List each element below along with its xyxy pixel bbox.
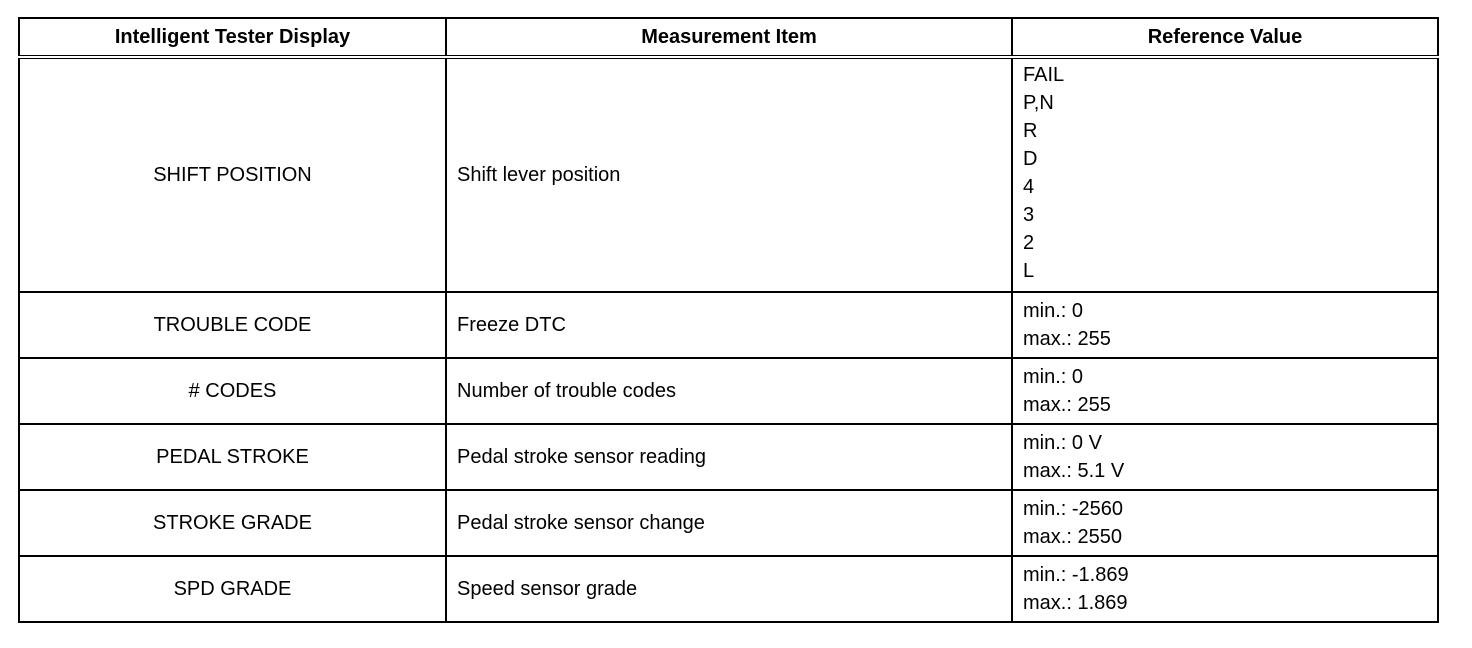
reference-value-line: 3 [1023,204,1035,226]
reference-value-cell [1012,490,1438,556]
reference-min-value: min.: 0 V [1023,432,1102,454]
measurement-item-cell: Shift lever position [446,57,1012,292]
header-row [19,18,1438,57]
reference-value-line: FAIL [1023,64,1065,86]
header-measurement-item: Measurement Item [446,18,1012,57]
reference-max-value: max.: 255 [1023,394,1111,416]
table-header [19,18,1438,57]
reference-value-cell [1012,57,1438,292]
data-list-table-container [18,17,1437,623]
measurement-item-cell: Pedal stroke sensor reading [446,424,1012,490]
reference-value-line: 2 [1023,232,1035,254]
table-row [19,556,1438,622]
header-tester-display: Intelligent Tester Display [19,18,446,57]
measurement-item-cell: Number of trouble codes [446,358,1012,424]
reference-value-line: R [1023,120,1038,142]
table-row [19,358,1438,424]
reference-min-value: min.: 0 [1023,366,1084,388]
reference-min-value: min.: 0 [1023,300,1084,322]
tester-display-cell: SHIFT POSITION [19,57,446,292]
tester-display-cell: SPD GRADE [19,556,446,622]
reference-value-cell [1012,292,1438,358]
reference-value-cell [1012,358,1438,424]
reference-value-line: 4 [1023,176,1035,198]
table-row [19,57,1438,292]
reference-value-line: P,N [1023,92,1054,114]
reference-min-value: min.: -1.869 [1023,564,1129,586]
tester-display-cell: TROUBLE CODE [19,292,446,358]
reference-max-value: max.: 255 [1023,328,1111,350]
tester-display-cell: STROKE GRADE [19,490,446,556]
table-row [19,490,1438,556]
reference-max-value: max.: 5.1 V [1023,460,1125,482]
reference-min-value: min.: -2560 [1023,498,1124,520]
reference-max-value: max.: 1.869 [1023,592,1128,614]
data-list-table [18,17,1439,623]
measurement-item-cell: Speed sensor grade [446,556,1012,622]
reference-value-cell [1012,556,1438,622]
reference-max-value: max.: 2550 [1023,526,1122,548]
tester-display-cell: PEDAL STROKE [19,424,446,490]
reference-value-cell [1012,424,1438,490]
table-body [19,57,1438,622]
tester-display-cell: # CODES [19,358,446,424]
reference-value-line: L [1023,260,1035,282]
header-reference-value: Reference Value [1012,18,1438,57]
table-row [19,292,1438,358]
measurement-item-cell: Pedal stroke sensor change [446,490,1012,556]
table-row [19,424,1438,490]
measurement-item-cell: Freeze DTC [446,292,1012,358]
reference-value-line: D [1023,148,1038,170]
